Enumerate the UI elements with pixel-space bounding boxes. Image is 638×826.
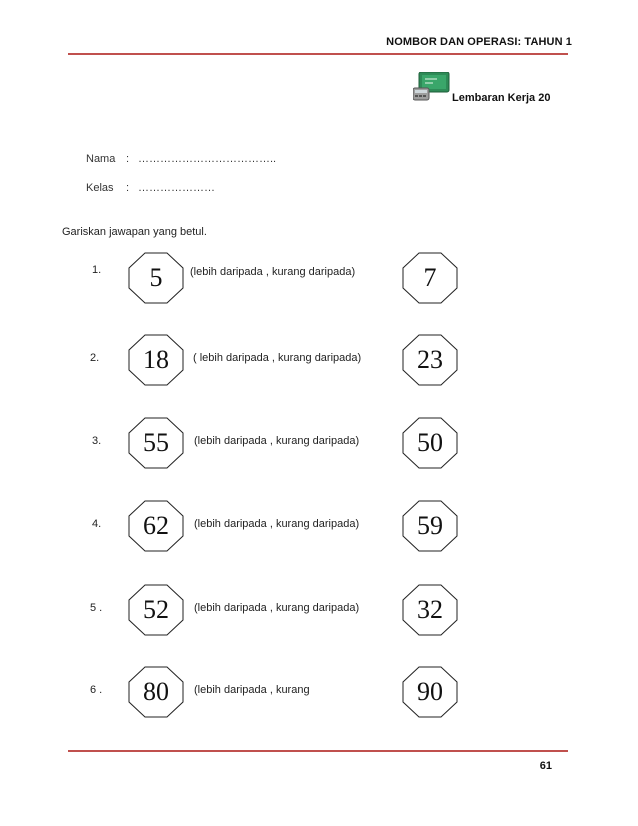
comparison-phrase[interactable]: ( lebih daripada , kurang daripada)	[193, 352, 362, 364]
right-number-octagon	[402, 500, 458, 552]
question-row	[0, 417, 638, 469]
instruction: Gariskan jawapan yang betul.	[62, 226, 207, 238]
right-number: 50	[417, 428, 443, 457]
right-number-octagon	[402, 417, 458, 469]
right-number-octagon	[402, 334, 458, 386]
question-number: 4.	[92, 518, 102, 530]
calculator-board-icon	[413, 72, 453, 102]
left-number: 55	[143, 428, 169, 457]
question-number: 1.	[92, 264, 102, 276]
right-number: 7	[423, 263, 437, 292]
page-number: 61	[539, 760, 552, 772]
right-number: 23	[417, 345, 443, 374]
right-number-octagon	[402, 584, 458, 636]
right-number-octagon	[402, 252, 458, 304]
class-field	[86, 182, 215, 194]
comparison-phrase[interactable]: (lebih daripada , kurang daripada)	[194, 602, 360, 614]
right-number-octagon	[402, 666, 458, 718]
right-number: 32	[417, 595, 443, 624]
name-label: Nama	[86, 153, 116, 165]
question-number: 2.	[90, 352, 100, 364]
question-number: 6 .	[90, 684, 103, 696]
name-field	[86, 153, 276, 165]
comparison-phrase[interactable]: (lebih daripada , kurang daripada)	[194, 518, 360, 530]
question-row	[0, 666, 638, 718]
left-number: 80	[143, 677, 169, 706]
left-number-octagon	[128, 584, 184, 636]
question-row	[0, 500, 638, 552]
header-rule	[68, 53, 568, 55]
left-number: 52	[143, 595, 169, 624]
left-number: 5	[149, 263, 163, 292]
class-label: Kelas	[86, 182, 114, 194]
footer-rule	[68, 750, 568, 752]
question-row	[0, 252, 638, 304]
name-colon: :	[126, 153, 130, 165]
question-row	[0, 584, 638, 636]
left-number-octagon	[128, 334, 184, 386]
left-number: 18	[143, 345, 169, 374]
comparison-phrase[interactable]: (lebih daripada , kurang daripada)	[190, 266, 356, 278]
question-number: 3.	[92, 435, 102, 447]
comparison-phrase[interactable]: (lebih daripada , kurang	[194, 684, 310, 696]
left-number-octagon	[128, 666, 184, 718]
right-number: 59	[417, 511, 443, 540]
left-number-octagon	[128, 417, 184, 469]
left-number: 62	[143, 511, 169, 540]
header-title: NOMBOR DAN OPERASI: TAHUN 1	[386, 36, 572, 48]
question-number: 5 .	[90, 602, 103, 614]
name-dots[interactable]: ………………………………..	[138, 153, 277, 165]
comparison-phrase[interactable]: (lebih daripada , kurang daripada)	[194, 435, 360, 447]
question-row	[0, 334, 638, 386]
sheet-label: Lembaran Kerja 20	[452, 92, 551, 104]
right-number: 90	[417, 677, 443, 706]
left-number-octagon	[128, 252, 184, 304]
class-dots[interactable]: …………………	[138, 182, 215, 194]
class-colon: :	[126, 182, 130, 194]
left-number-octagon	[128, 500, 184, 552]
